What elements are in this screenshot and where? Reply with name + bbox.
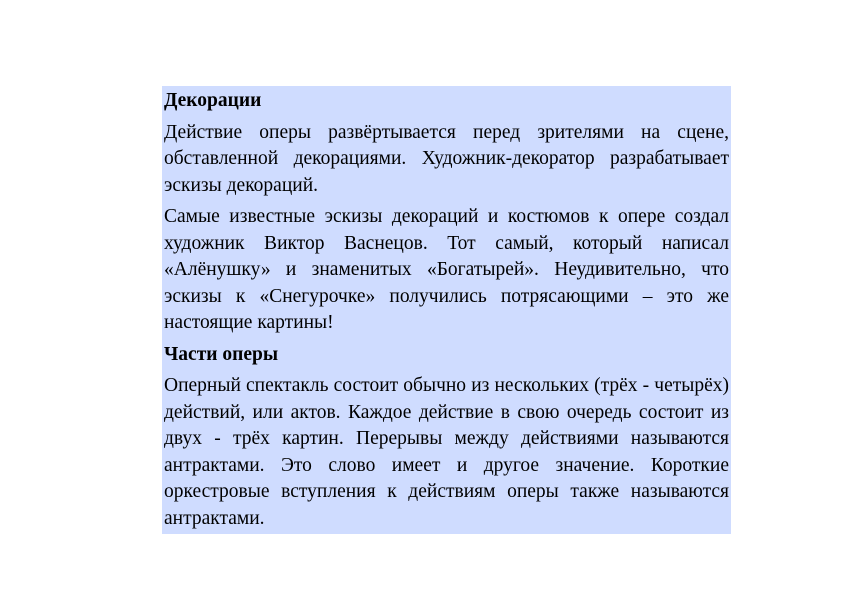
section-heading-opera-parts: Части оперы <box>164 343 279 365</box>
paragraph-opera-acts: Оперный спектакль состоит обычно из нескольких (трёх - четырёх) действий, или актов. Каждое действие в свою очередь состоит из двух - трёх картин. Перерывы между действиями называются антрактами. Это слово имеет и другое значение. Короткие оркестровые вступления к действиям оперы также называются антрактами. <box>164 375 729 529</box>
section-heading-decorations: Декорации <box>164 90 262 111</box>
text-block <box>162 86 731 534</box>
paragraph-vasnetsov-sketches: Самые известные эскизы декораций и костюмов к опере создал художник Виктор Васнецов. Тот самый, который написал «Алёнушку» и знаменитых «Богатырей». Неудивительно, что эскизы к «Снегурочке» получились потрясающими – это же настоящие картины! <box>164 206 729 333</box>
paragraph-decorations-intro: Действие оперы развёртывается перед зрителями на сцене, обставленной декорациями. Художник-декоратор разрабатывает эскизы декораций. <box>164 121 729 196</box>
